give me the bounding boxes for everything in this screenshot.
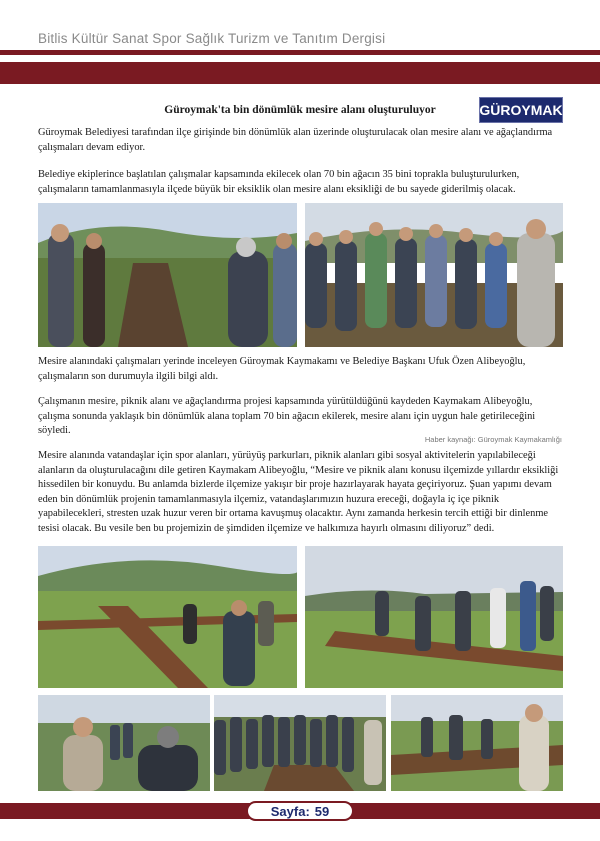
photo-planting-field-right: [305, 546, 563, 688]
photo-crowd-trench: [214, 695, 386, 791]
paragraph-trees: Belediye ekiplerince başlatılan çalışmalar kapsamında ekilecek olan 70 bin ağacın 35 bini toprakla buluşturulurken, çalışmaların tamamlanmasıyla ilçede büyük bir eksiklik olan mesire alanı eksikliği de bu sayede giderilmiş olacak.: [38, 169, 520, 195]
header-rule: [0, 50, 600, 55]
page-indicator: [246, 801, 354, 821]
photo-officials-talking: [38, 695, 210, 791]
location-badge: GÜROYMAK: [479, 97, 563, 123]
header-band: [0, 62, 600, 84]
photo-caption: Mesire alanındaki çalışmaları yerinde inceleyen Güroymak Kaymakamı ve Belediye Başkanı Ufuk Özen Alibeyoğlu, çalışmaların son durumuyla ilgili bilgi aldı.: [38, 356, 526, 382]
paragraph-intro: Güroymak Belediyesi tarafından ilçe girişinde bin dönümlük alan üzerinde oluşturulacak olan mesire alanı ve ağaçlandırma çalışmaları devam ediyor.: [38, 127, 553, 153]
paragraph-project: Çalışmanın mesire, piknik alanı ve ağaçlandırma projesi kapsamında yürütüldüğünü kaydeden Kaymakam Alibeyoğlu, çalışma sonunda yaklaşık bin dönümlük alana toplam 70 bin ağacın ekilerek, mesire alanı için uygun hale getirileceğini söyledi.: [38, 396, 536, 436]
photo-group-with-shovels: [305, 203, 563, 347]
news-source: Haber kaynağı: Güroymak Kaymakamlığı: [424, 435, 562, 444]
photo-officials-trench: [38, 203, 297, 347]
page-number: 59: [314, 803, 330, 819]
article-headline: Güroymak'ta bin dönümlük mesire alanı oluşturuluyor: [164, 104, 436, 116]
photo-digging-team: [391, 695, 563, 791]
magazine-title: Bitlis Kültür Sanat Spor Sağlık Turizm ve Tanıtım Dergisi: [38, 31, 386, 46]
photo-planting-field-left: [38, 546, 297, 688]
page-label: Sayfa:: [270, 803, 310, 819]
paragraph-quote: Mesire alanında vatandaşlar için spor alanları, yürüyüş parkurları, piknik alanları gibi sosyal aktivitelerin yapılabileceği alanların da oluşturulacağını dile getiren Kaymakam Alibeyoğlu, “Mesire ve piknik alanı konusu ilçemizde yıllardır eksikliği hissedilen bir konuydu. Bu anlamda bizlerde ilçemize yakışır bir proje hazırlayarak hayata geçiriyoruz. Şuan yapımı devam eden bin dönümlük projenin tamamlanmasıyla ilçemiz, vatandaşlarımızın huzura ereceği, doğayla iç içe piknik yapabilecekleri, stresten uzak huzur veren bir ortama kavuşmuş olacaktır. Aynı zamanda herkesin tercih ettiği bir dinlenme tesisi olacak. Bu vesile ben bu projemizin de şimdiden ilçemize ve halkımıza hayırlı olmasını diliyoruz” dedi.: [38, 450, 559, 534]
